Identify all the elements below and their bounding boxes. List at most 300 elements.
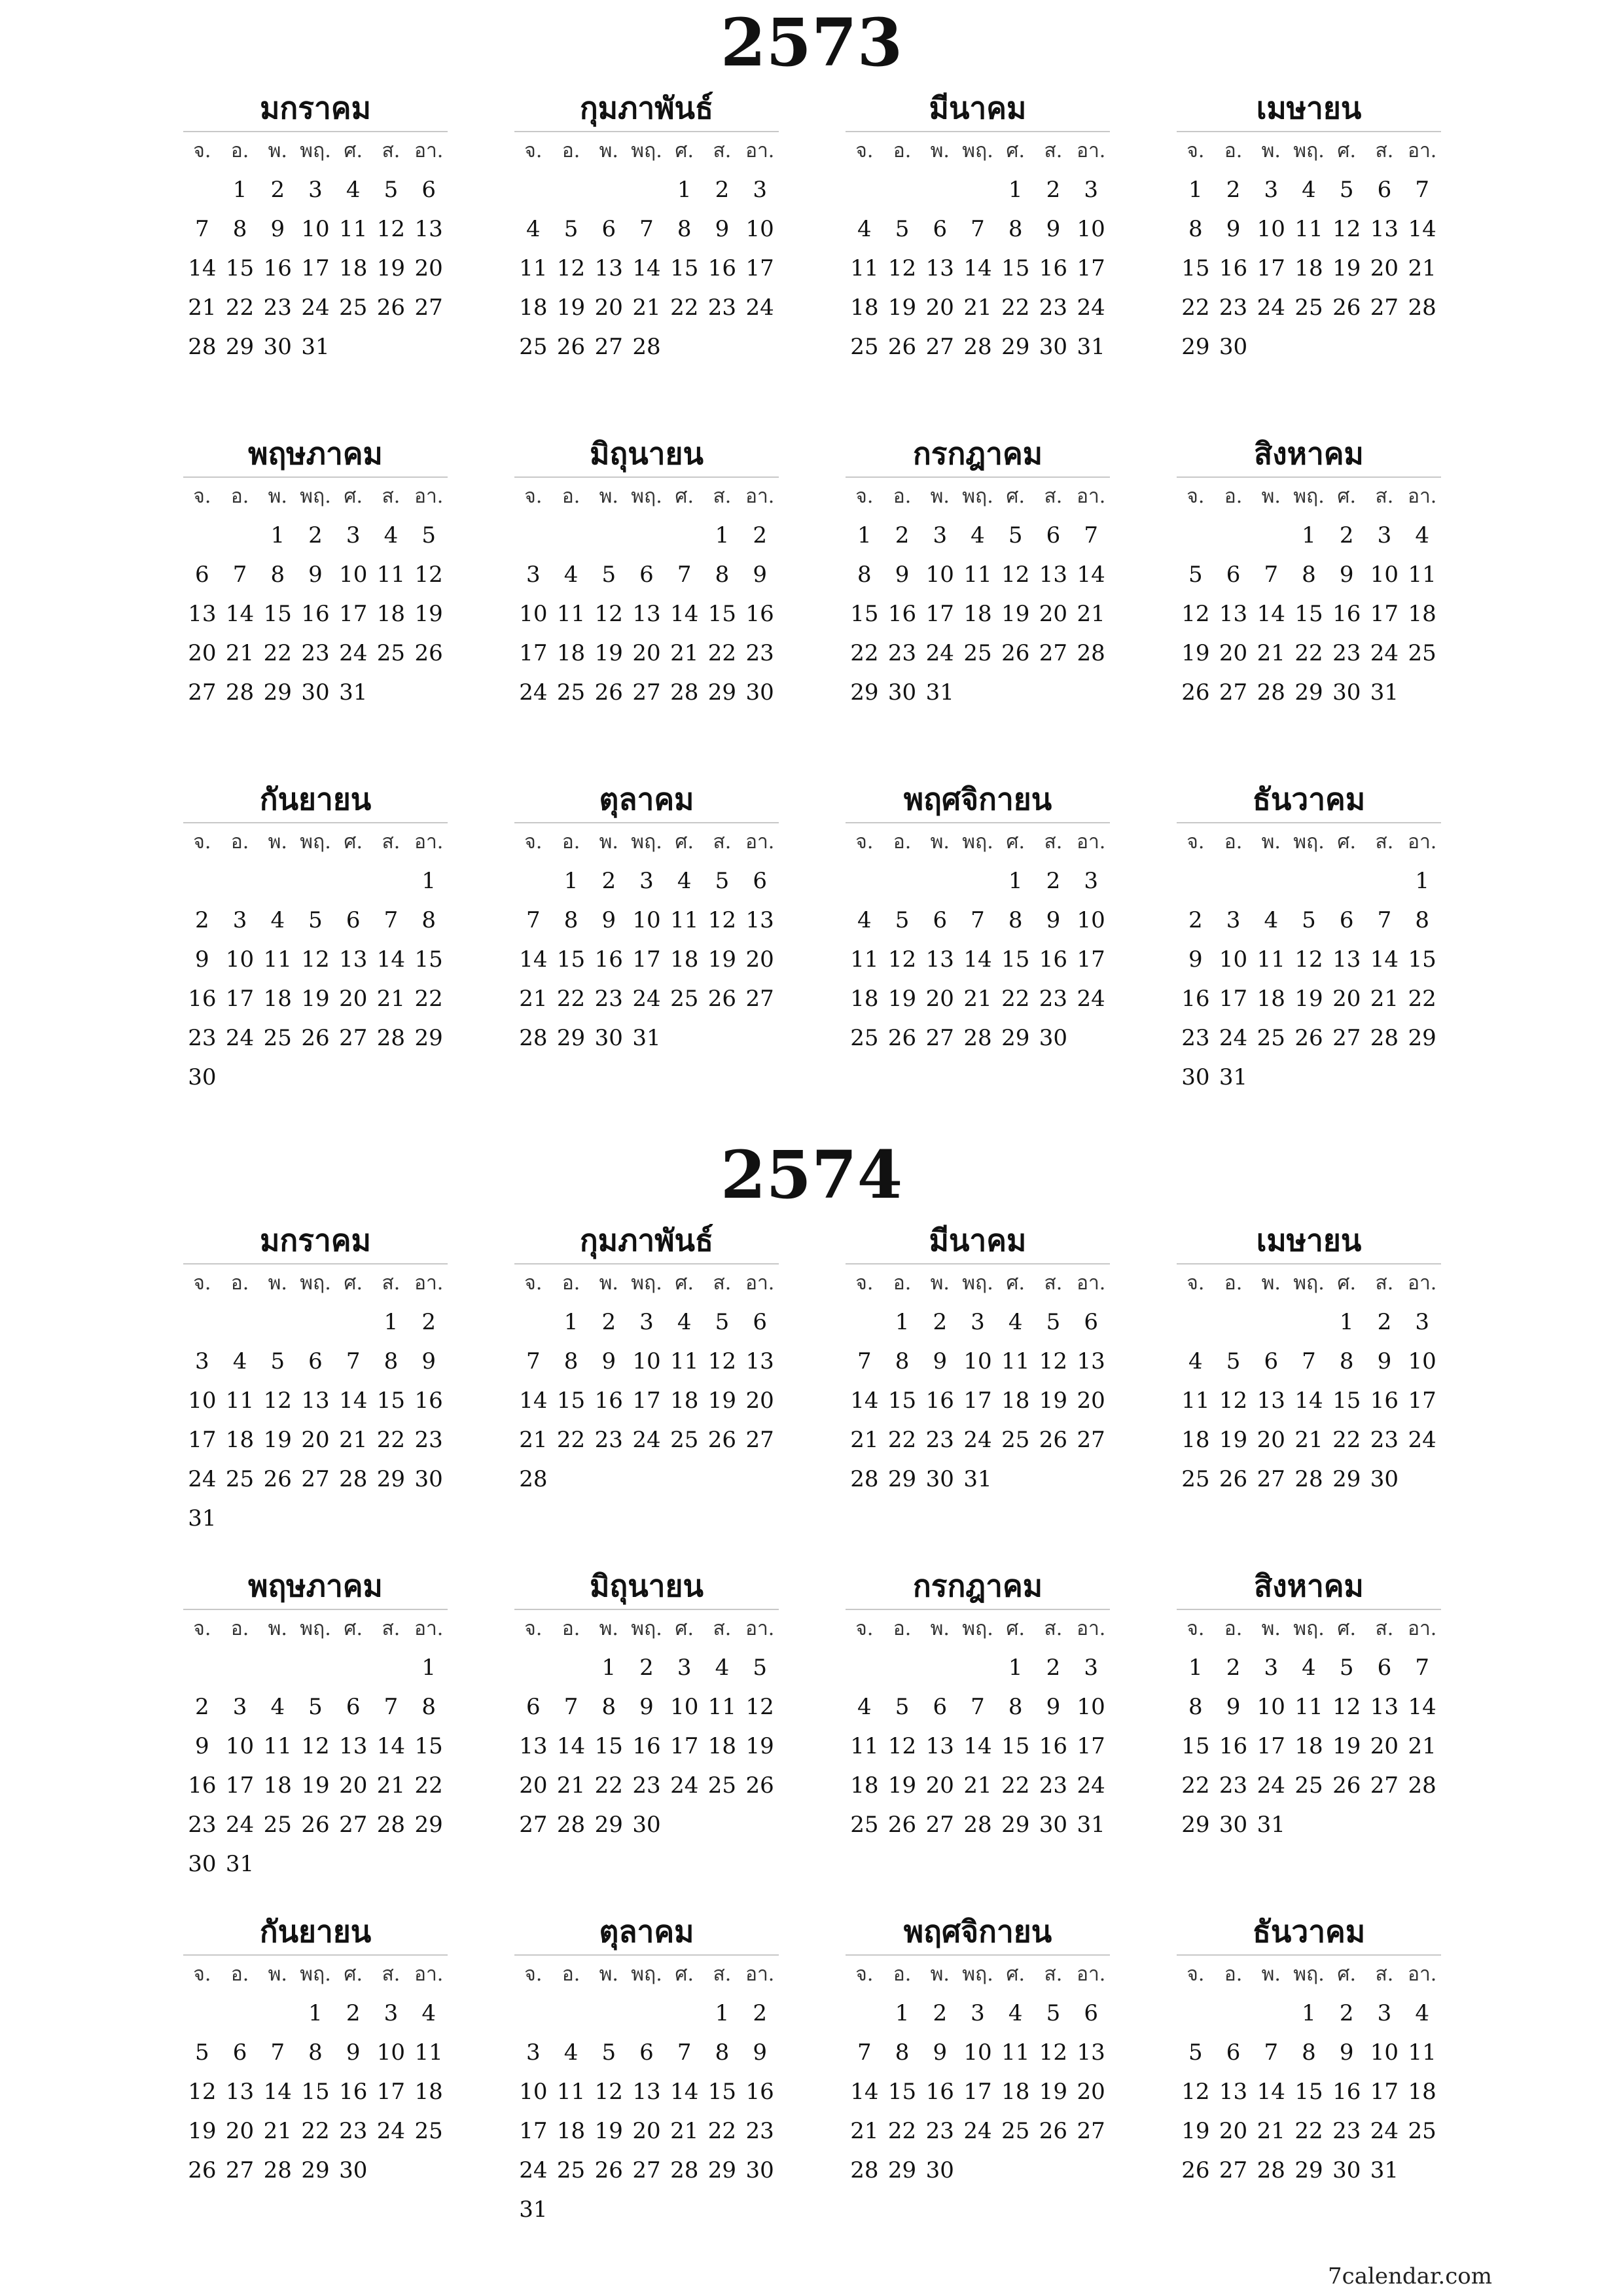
day-cell: 17 [1257, 1733, 1285, 1759]
day-cell: 17 [339, 601, 368, 627]
day-cell: 15 [887, 2079, 917, 2105]
empty-day-cell [334, 1648, 372, 1687]
month-calendar [846, 1217, 1110, 1499]
week-row [514, 2151, 779, 2190]
day-cell: 22 [225, 295, 255, 321]
empty-day-cell [221, 1499, 259, 1538]
day-cell: 19 [301, 1772, 330, 1799]
empty-day-cell [410, 1058, 448, 1097]
weekday-label: พฤ. [631, 1617, 662, 1640]
weekday-label: ศ. [1337, 831, 1356, 853]
weekday-label: อ. [230, 1272, 249, 1295]
day-cell: 7 [1302, 1348, 1316, 1374]
empty-day-cell [741, 1018, 779, 1058]
day-cell: 24 [963, 2118, 992, 2144]
day-cell: 20 [925, 986, 954, 1012]
day-cell: 28 [1077, 640, 1105, 666]
day-cell: 24 [1257, 295, 1285, 321]
empty-day-cell [628, 170, 666, 209]
weekday-header-row [1177, 478, 1441, 516]
day-cell: 14 [1370, 946, 1399, 973]
weekday-label: พ. [268, 139, 287, 162]
day-cell: 21 [1257, 2118, 1285, 2144]
empty-day-cell [221, 1302, 259, 1342]
day-cell: 4 [421, 2000, 436, 2026]
weekday-label: ส. [382, 831, 401, 853]
weekday-label: จ. [1186, 485, 1205, 508]
day-cell: 4 [971, 522, 985, 548]
day-cell: 14 [850, 1388, 879, 1414]
day-cell: 25 [1257, 1025, 1285, 1051]
weekday-label: พ. [599, 831, 618, 853]
empty-day-cell [741, 2190, 779, 2229]
month-name: มิถุนายน [514, 431, 779, 478]
day-cell: 10 [745, 216, 774, 242]
empty-day-cell [221, 1648, 259, 1687]
day-cell: 2 [601, 1309, 616, 1335]
day-cell: 28 [1408, 1772, 1436, 1799]
day-cell: 2 [753, 522, 767, 548]
weekday-label: ส. [382, 485, 401, 508]
day-cell: 25 [670, 986, 699, 1012]
empty-day-cell [183, 1994, 221, 2033]
day-cell: 27 [925, 1025, 954, 1051]
weekday-label: ศ. [344, 831, 363, 853]
day-cell: 9 [1377, 1348, 1392, 1374]
day-cell: 8 [232, 216, 247, 242]
weekday-label: อา. [1407, 831, 1437, 853]
weekday-header-row [183, 132, 448, 170]
day-cell: 22 [1181, 295, 1210, 321]
weekday-label: จ. [193, 485, 211, 508]
day-cell: 12 [1332, 1694, 1361, 1720]
day-cell: 31 [632, 1025, 661, 1051]
week-row [1177, 673, 1441, 712]
day-cell: 25 [339, 295, 368, 321]
weekday-header-row [514, 823, 779, 861]
empty-day-cell [372, 673, 410, 712]
month-calendar [846, 1909, 1110, 2190]
day-cell: 26 [1001, 640, 1030, 666]
empty-day-cell [259, 1844, 296, 1884]
weekday-label: พฤ. [1293, 139, 1325, 162]
week-row [183, 209, 448, 249]
day-cell: 7 [971, 1694, 985, 1720]
day-cell: 22 [1294, 640, 1323, 666]
day-cell: 27 [301, 1466, 330, 1492]
week-row [846, 1381, 1110, 1420]
week-row [1177, 1420, 1441, 1460]
empty-day-cell [372, 327, 410, 367]
empty-day-cell [1366, 861, 1404, 901]
day-cell: 22 [1001, 1772, 1030, 1799]
empty-day-cell [183, 170, 221, 209]
day-cell: 11 [963, 562, 992, 588]
day-cell: 5 [1339, 177, 1354, 203]
day-cell: 12 [1181, 601, 1210, 627]
day-cell: 6 [526, 1694, 541, 1720]
day-cell: 12 [1181, 2079, 1210, 2105]
day-cell: 25 [556, 679, 586, 706]
day-cell: 26 [707, 986, 737, 1012]
day-cell: 29 [1001, 1812, 1030, 1838]
day-cell: 25 [225, 1466, 255, 1492]
day-cell: 10 [670, 1694, 699, 1720]
day-cell: 1 [232, 177, 247, 203]
weekday-label: พฤ. [300, 485, 331, 508]
empty-day-cell [741, 1460, 779, 1499]
day-cell: 17 [963, 2079, 992, 2105]
day-cell: 12 [594, 601, 623, 627]
empty-day-cell [259, 1058, 296, 1097]
day-cell: 12 [556, 255, 586, 281]
weekday-label: อ. [893, 139, 912, 162]
empty-day-cell [296, 861, 334, 901]
empty-day-cell [704, 1460, 741, 1499]
day-cell: 28 [225, 679, 255, 706]
weekday-header-row [1177, 1610, 1441, 1648]
weekday-header-row [514, 1265, 779, 1302]
day-cell: 10 [1370, 562, 1399, 588]
weekday-label: อ. [230, 831, 249, 853]
day-cell: 22 [556, 986, 586, 1012]
day-cell: 3 [639, 1309, 654, 1335]
week-row [514, 901, 779, 940]
week-row [514, 1727, 779, 1766]
empty-day-cell [590, 1460, 628, 1499]
month-name: สิงหาคม [1177, 1563, 1441, 1610]
day-cell: 7 [526, 907, 541, 933]
weekday-header-row [1177, 1265, 1441, 1302]
weekday-label: ศ. [1006, 1963, 1025, 1986]
day-cell: 29 [1181, 334, 1210, 360]
day-cell: 19 [594, 640, 623, 666]
day-cell: 6 [753, 1309, 767, 1335]
day-cell: 14 [632, 255, 661, 281]
day-cell: 21 [263, 2118, 292, 2144]
weekday-label: อา. [1407, 485, 1437, 508]
day-cell: 1 [1188, 1655, 1203, 1681]
empty-day-cell [514, 516, 552, 555]
day-cell: 18 [414, 2079, 443, 2105]
weekday-label: พ. [268, 1963, 287, 1986]
day-cell: 26 [414, 640, 443, 666]
week-row [846, 594, 1110, 634]
month-calendar [846, 776, 1110, 1058]
day-cell: 22 [670, 295, 699, 321]
empty-day-cell [334, 1058, 372, 1097]
day-cell: 29 [1294, 679, 1323, 706]
day-cell: 20 [339, 986, 368, 1012]
empty-day-cell [883, 861, 921, 901]
weekday-header-row [846, 823, 1110, 861]
day-cell: 23 [1039, 1772, 1068, 1799]
day-cell: 22 [414, 1772, 443, 1799]
day-cell: 12 [1039, 2039, 1068, 2066]
day-cell: 12 [1219, 1388, 1248, 1414]
day-cell: 10 [225, 946, 255, 973]
weekday-label: จ. [193, 139, 211, 162]
day-cell: 22 [594, 1772, 623, 1799]
day-cell: 27 [519, 1812, 548, 1838]
weekday-label: พ. [268, 485, 287, 508]
empty-day-cell [959, 2151, 997, 2190]
weekday-label: ส. [713, 1272, 732, 1295]
weekday-label: ส. [1375, 485, 1394, 508]
day-cell: 31 [1257, 1812, 1285, 1838]
day-cell: 31 [925, 679, 954, 706]
weekday-label: อา. [414, 1963, 444, 1986]
day-cell: 11 [850, 255, 879, 281]
empty-day-cell [1177, 861, 1215, 901]
month-name: มีนาคม [846, 85, 1110, 132]
day-cell: 22 [263, 640, 292, 666]
empty-day-cell [514, 1648, 552, 1687]
footer-site-name: 7calendar.com [1328, 2263, 1492, 2289]
day-cell: 6 [195, 562, 209, 588]
day-cell: 10 [925, 562, 954, 588]
week-row [183, 170, 448, 209]
day-cell: 20 [925, 1772, 954, 1799]
day-cell: 20 [339, 1772, 368, 1799]
day-cell: 12 [263, 1388, 292, 1414]
day-cell: 15 [414, 946, 443, 973]
month-calendar [514, 1563, 779, 1844]
weekday-header-row [846, 1956, 1110, 1994]
day-cell: 13 [339, 1733, 368, 1759]
day-cell: 5 [383, 177, 399, 203]
day-cell: 7 [677, 2039, 692, 2066]
weekday-label: อ. [893, 1272, 912, 1295]
week-row [1177, 2033, 1441, 2072]
weekday-label: พ. [599, 1272, 618, 1295]
day-cell: 1 [1302, 522, 1316, 548]
week-row [183, 1648, 448, 1687]
day-cell: 19 [1039, 2079, 1068, 2105]
weekday-label: พฤ. [631, 139, 662, 162]
day-cell: 7 [857, 2039, 872, 2066]
day-cell: 17 [1077, 1733, 1105, 1759]
month-calendar [514, 85, 779, 367]
week-row [183, 2033, 448, 2072]
day-cell: 13 [1332, 946, 1361, 973]
week-row [1177, 2111, 1441, 2151]
day-cell: 11 [850, 1733, 879, 1759]
weekday-label: พ. [1261, 1272, 1281, 1295]
month-calendar [846, 1563, 1110, 1844]
empty-day-cell [1177, 1994, 1215, 2033]
weekday-label: ส. [1044, 1617, 1063, 1640]
empty-day-cell [959, 1648, 997, 1687]
day-cell: 7 [1377, 907, 1392, 933]
week-row [1177, 1302, 1441, 1342]
day-cell: 3 [195, 1348, 209, 1374]
weekday-label: พ. [930, 831, 950, 853]
day-cell: 7 [270, 2039, 285, 2066]
day-cell: 7 [383, 907, 399, 933]
day-cell: 15 [1408, 946, 1436, 973]
week-row [183, 1805, 448, 1844]
day-cell: 29 [1332, 1466, 1361, 1492]
week-row [514, 1994, 779, 2033]
day-cell: 5 [753, 1655, 767, 1681]
empty-day-cell [334, 1844, 372, 1884]
day-cell: 30 [1039, 1812, 1068, 1838]
day-cell: 19 [1332, 1733, 1361, 1759]
day-cell: 30 [263, 334, 292, 360]
day-cell: 15 [1294, 601, 1323, 627]
empty-day-cell [1252, 516, 1290, 555]
day-cell: 15 [594, 1733, 623, 1759]
day-cell: 24 [963, 1427, 992, 1453]
weekday-label: พฤ. [300, 831, 331, 853]
weekday-header-row [846, 478, 1110, 516]
day-cell: 19 [376, 255, 406, 281]
empty-day-cell [921, 170, 959, 209]
day-cell: 22 [1181, 1772, 1210, 1799]
empty-day-cell [1328, 1805, 1366, 1844]
day-cell: 26 [1039, 1427, 1068, 1453]
week-row [514, 170, 779, 209]
weekday-label: อา. [745, 1617, 775, 1640]
day-cell: 24 [1257, 1772, 1285, 1799]
day-cell: 18 [556, 640, 586, 666]
empty-day-cell [372, 2151, 410, 2190]
day-cell: 5 [1008, 522, 1023, 548]
day-cell: 25 [376, 640, 406, 666]
day-cell: 7 [526, 1348, 541, 1374]
day-cell: 8 [421, 907, 436, 933]
day-cell: 1 [715, 2000, 730, 2026]
month-calendar [1177, 1563, 1441, 1844]
week-row [846, 170, 1110, 209]
month-calendar [1177, 431, 1441, 712]
day-cell: 26 [594, 2157, 623, 2183]
weekday-label: อ. [893, 1617, 912, 1640]
day-cell: 18 [376, 601, 406, 627]
empty-day-cell [552, 516, 590, 555]
day-cell: 9 [639, 1694, 654, 1720]
day-cell: 16 [925, 2079, 954, 2105]
weekday-label: อ. [893, 485, 912, 508]
day-cell: 16 [707, 255, 737, 281]
week-row [514, 940, 779, 979]
day-cell: 14 [263, 2079, 292, 2105]
day-cell: 3 [1377, 2000, 1392, 2026]
day-cell: 12 [301, 946, 330, 973]
day-cell: 14 [963, 255, 992, 281]
day-cell: 1 [715, 522, 730, 548]
day-cell: 13 [1219, 601, 1248, 627]
empty-day-cell [666, 2190, 704, 2229]
weekday-label: พ. [268, 1617, 287, 1640]
empty-day-cell [259, 1499, 296, 1538]
day-cell: 22 [301, 2118, 330, 2144]
day-cell: 28 [1408, 295, 1436, 321]
day-cell: 3 [1084, 177, 1098, 203]
empty-day-cell [846, 1648, 883, 1687]
week-row [1177, 940, 1441, 979]
month-name: เมษายน [1177, 1217, 1441, 1265]
weekday-label: อา. [414, 831, 444, 853]
week-row [846, 1648, 1110, 1687]
day-cell: 27 [925, 334, 954, 360]
day-cell: 22 [707, 640, 737, 666]
day-cell: 4 [346, 177, 361, 203]
empty-day-cell [334, 861, 372, 901]
day-cell: 23 [339, 2118, 368, 2144]
day-cell: 13 [1219, 2079, 1248, 2105]
day-cell: 21 [850, 1427, 879, 1453]
day-cell: 23 [745, 640, 774, 666]
weekday-label: ศ. [1337, 1272, 1356, 1295]
day-cell: 6 [753, 868, 767, 894]
day-cell: 11 [1408, 562, 1436, 588]
day-cell: 17 [1219, 986, 1248, 1012]
month-calendar [846, 85, 1110, 367]
day-cell: 2 [1046, 177, 1061, 203]
month-calendar [183, 85, 448, 367]
day-cell: 21 [632, 295, 661, 321]
weekday-header-row [183, 823, 448, 861]
weekday-label: จ. [524, 1272, 543, 1295]
day-cell: 7 [639, 216, 654, 242]
week-row [846, 901, 1110, 940]
weekday-header-row [1177, 1956, 1441, 1994]
day-cell: 23 [414, 1427, 443, 1453]
day-cell: 12 [594, 2079, 623, 2105]
day-cell: 4 [232, 1348, 247, 1374]
day-cell: 9 [753, 562, 767, 588]
day-cell: 29 [301, 2157, 330, 2183]
empty-day-cell [997, 673, 1035, 712]
weekday-label: พ. [930, 1963, 950, 1986]
day-cell: 17 [1077, 255, 1105, 281]
day-cell: 21 [670, 2118, 699, 2144]
week-row [514, 673, 779, 712]
day-cell: 5 [895, 216, 910, 242]
week-row [846, 940, 1110, 979]
day-cell: 9 [195, 946, 209, 973]
month-name: พฤษภาคม [183, 1563, 448, 1610]
day-cell: 4 [1302, 177, 1316, 203]
day-cell: 13 [414, 216, 443, 242]
day-cell: 27 [225, 2157, 255, 2183]
day-cell: 12 [1294, 946, 1323, 973]
day-cell: 8 [1188, 216, 1203, 242]
empty-day-cell [1328, 327, 1366, 367]
day-cell: 17 [519, 640, 548, 666]
day-cell: 28 [632, 334, 661, 360]
day-cell: 15 [1001, 1733, 1030, 1759]
week-row [846, 2151, 1110, 2190]
day-cell: 8 [1339, 1348, 1354, 1374]
week-row [846, 1805, 1110, 1844]
weekday-label: พ. [930, 1272, 950, 1295]
day-cell: 31 [225, 1851, 255, 1877]
empty-day-cell [590, 1994, 628, 2033]
week-row [514, 288, 779, 327]
day-cell: 2 [270, 177, 285, 203]
day-cell: 16 [1039, 255, 1068, 281]
day-cell: 21 [963, 1772, 992, 1799]
month-name: กรกฎาคม [846, 1563, 1110, 1610]
day-cell: 22 [1001, 295, 1030, 321]
day-cell: 1 [308, 2000, 323, 2026]
week-row [846, 327, 1110, 367]
day-cell: 7 [1264, 2039, 1279, 2066]
day-cell: 3 [1226, 907, 1241, 933]
